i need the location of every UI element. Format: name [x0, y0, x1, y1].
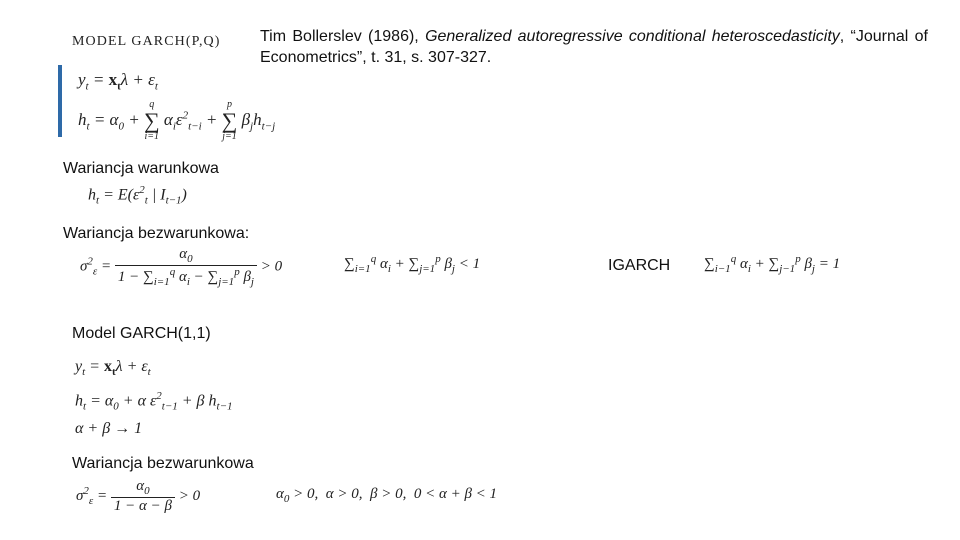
accent-bar — [58, 65, 62, 137]
citation-author: Tim Bollerslev (1986), — [260, 28, 426, 45]
formula-garch11-variance: $h_t = \alpha_0 + \alpha$ $\varepsilon^2_{t-1} + \beta$ $h_{t-1}$ — [75, 390, 233, 413]
label-garch11: Model GARCH(1,1) — [72, 325, 211, 342]
formula-garch11-constraints: $\alpha_0 > 0$, α > 0, β > 0, 0 < α + β < 1 — [276, 486, 498, 505]
formula-garch11-mean: $y_t = x_t\lambda + \varepsilon_t$ — [75, 358, 151, 379]
formula-garch11-limit: α + β → 1 — [75, 420, 143, 437]
citation — [260, 26, 928, 68]
formula-unconditional-variance: $\sigma^2_\varepsilon$ = $\frac{\alpha_0}{1 - \sum_{i=1}^q \alpha_i - \sum_{j=1}^p \beta_j}$ > 0 — [80, 246, 283, 288]
formula-igarch: $\sum_{i-1}^q$ $\alpha_i + \sum_{j-1}^p$ $\beta_j = 1$ — [704, 253, 841, 275]
formula-conditional-variance: $h_t = E(\varepsilon^2_t$ | $I_{t-1}$) — [88, 184, 187, 207]
citation-title: Generalized autoregressive conditional heteroscedasticity — [425, 28, 840, 45]
formula-stationarity: $\sum_{i=1}^q$ $\alpha_i + \sum_{j=1}^p$ $\beta_j < 1$ — [344, 253, 481, 275]
label-unconditional-variance-garch11: Wariancja bezwarunkowa — [72, 455, 254, 472]
label-unconditional-variance: Wariancja bezwarunkowa: — [63, 225, 250, 242]
formula-garch11-unconditional: $\sigma^2_\varepsilon$ = $\frac{\alpha_0}{1 - \alpha - \beta}$ > 0 — [76, 478, 201, 514]
slide-title: MODEL GARCH(P,Q) — [72, 34, 221, 49]
label-igarch: IGARCH — [608, 257, 671, 274]
formula-variance-equation: $h_t = \alpha_0$ + q ∑ i=1 $\alpha_i\varepsilon^2_{t-i}$ + p ∑ j=1 $\beta_jh_{t-j}$ — [78, 99, 276, 142]
citation-journal: , “Journal of Econometrics”, t. 31, s. 307-327. — [260, 28, 928, 66]
label-conditional-variance: Wariancja warunkowa — [63, 160, 219, 177]
formula-mean-equation: $y_t = x_t\lambda + \varepsilon_t$ — [78, 70, 158, 93]
